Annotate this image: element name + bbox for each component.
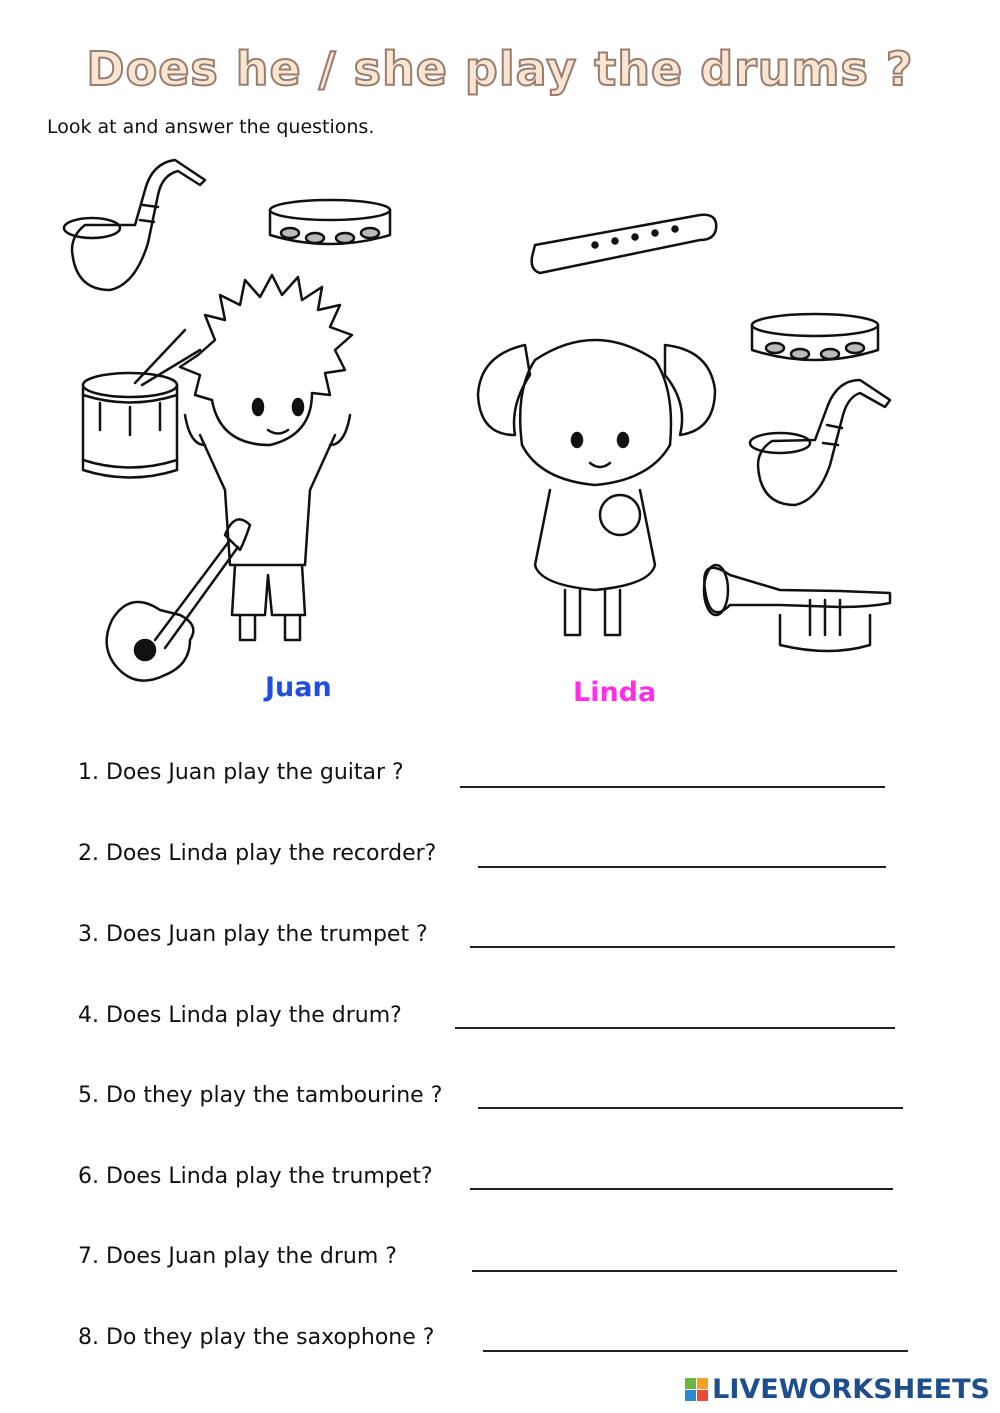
liveworksheets-brand[interactable]: [685, 1374, 990, 1405]
recorder-icon: [532, 215, 717, 273]
answer-field-6[interactable]: [470, 1188, 893, 1190]
drum-icon: [83, 330, 200, 478]
answer-field-4[interactable]: [455, 1027, 895, 1029]
liveworksheets-logo-icon: [685, 1378, 708, 1401]
answer-field-7[interactable]: [472, 1270, 897, 1272]
girl-linda-illustration: [478, 340, 715, 635]
trumpet-icon: [704, 565, 890, 651]
question-3: 3. Does Juan play the trumpet ?: [78, 922, 428, 947]
answer-field-3[interactable]: [470, 946, 895, 948]
saxophone-icon: [750, 380, 890, 505]
boy-juan-illustration: [180, 275, 352, 640]
instruction-text: Look at and answer the questions.: [47, 116, 375, 138]
answer-field-8[interactable]: [483, 1350, 908, 1352]
page-title: Does he / she play the drums ?: [86, 42, 914, 96]
illustration-area: [40, 145, 960, 715]
question-8: 8. Do they play the saxophone ?: [78, 1325, 435, 1350]
brand-text: LIVEWORKSHEETS: [712, 1374, 990, 1405]
answer-field-5[interactable]: [478, 1107, 903, 1109]
tambourine-icon: [270, 200, 390, 244]
answer-field-1[interactable]: [460, 786, 885, 788]
question-1: 1. Does Juan play the guitar ?: [78, 760, 404, 785]
question-4: 4. Does Linda play the drum?: [78, 1003, 402, 1028]
question-5: 5. Do they play the tambourine ?: [78, 1083, 443, 1108]
name-label-linda: Linda: [573, 677, 657, 708]
question-6: 6. Does Linda play the trumpet?: [78, 1164, 433, 1189]
question-2: 2. Does Linda play the recorder?: [78, 841, 437, 866]
saxophone-icon: [64, 160, 205, 290]
tambourine-icon: [752, 314, 878, 360]
question-7: 7. Does Juan play the drum ?: [78, 1244, 397, 1269]
name-label-juan: Juan: [265, 672, 332, 703]
answer-field-2[interactable]: [478, 866, 886, 868]
